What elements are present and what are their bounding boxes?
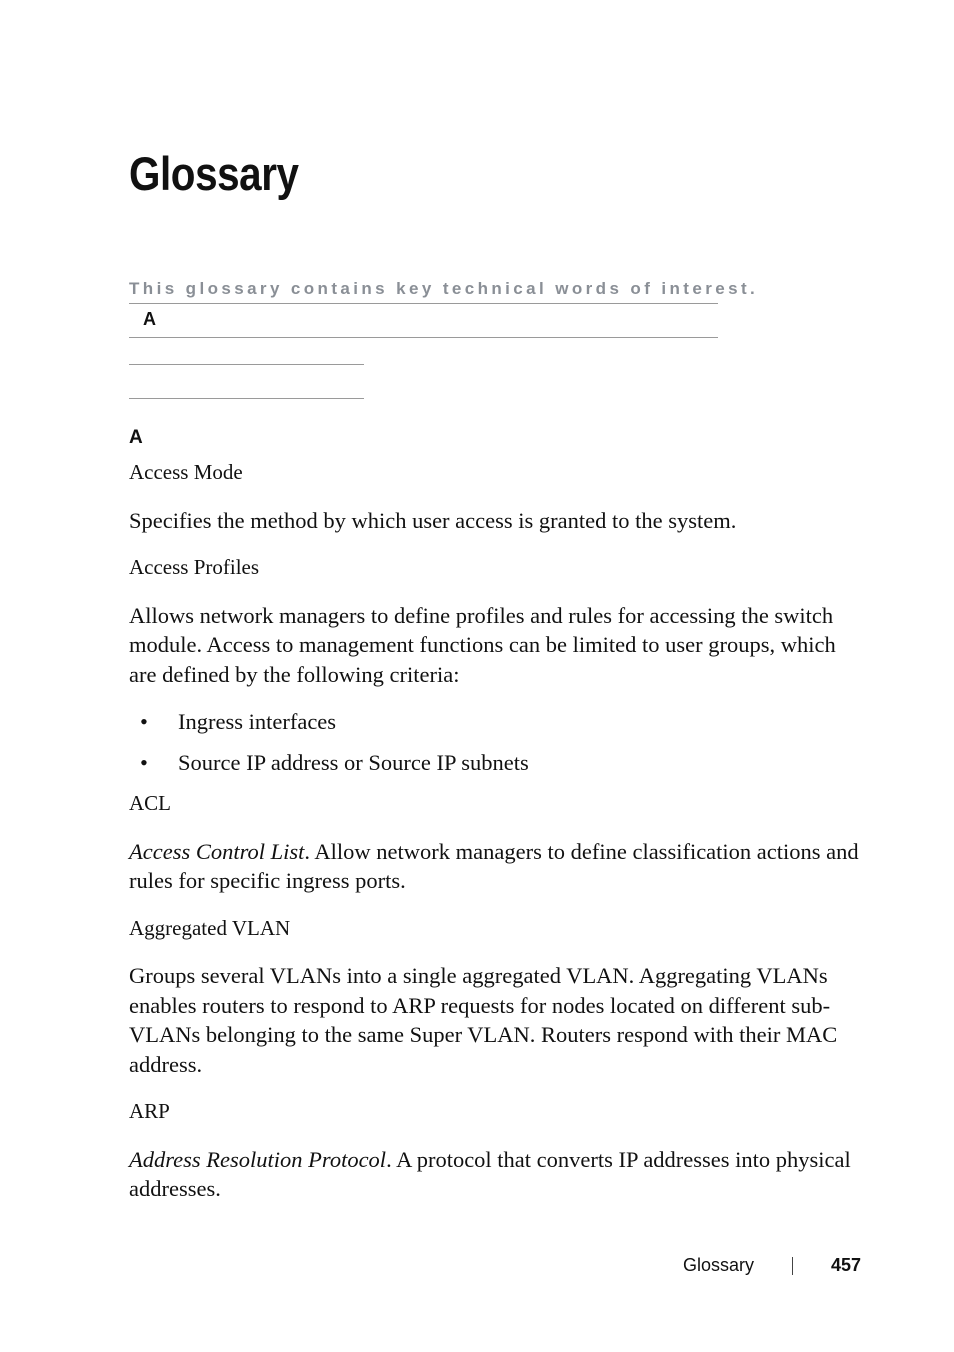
index-table-bottom-rule: [129, 337, 718, 338]
index-table-rule: [129, 364, 364, 365]
index-link-a[interactable]: A: [143, 309, 156, 329]
criteria-list: [129, 707, 864, 777]
definition-acl: [129, 837, 864, 896]
definition-access-profiles: Allows network managers to define profiles and rules for accessing the switch module. Access to management functions can be limited to user groups, which are defined by the following criteria:: [129, 602, 836, 687]
term-acl: ACL: [129, 791, 171, 815]
intro-text: This glossary contains key technical words of interest.: [129, 279, 759, 298]
list-item-text: Source IP address or Source IP subnets: [178, 749, 529, 775]
index-table-top-rule: [129, 303, 718, 304]
page-footer: [683, 1255, 861, 1276]
index-table-rule: [129, 398, 364, 399]
definition-arp-expansion: Address Resolution Protocol: [129, 1146, 387, 1172]
list-item: [129, 707, 864, 737]
page-number: 457: [830, 1255, 861, 1275]
page-title: Glossary: [129, 147, 299, 200]
footer-separator: [792, 1257, 793, 1275]
footer-section-name: Glossary: [682, 1255, 754, 1275]
term-aggregated-vlan: Aggregated VLAN: [129, 915, 291, 940]
bullet-icon: •: [140, 749, 148, 775]
term-access-mode: Access Mode: [129, 460, 243, 484]
term-arp: ARP: [129, 1099, 170, 1123]
definition-access-mode: Specifies the method by which user access is granted to the system.: [129, 507, 737, 533]
section-letter-a: A: [129, 427, 143, 448]
bullet-icon: •: [140, 709, 148, 734]
glossary-entries: [129, 458, 864, 1222]
list-item: [129, 748, 864, 778]
definition-acl-expansion: Access Control List: [129, 838, 305, 864]
definition-aggregated-vlan: Groups several VLANs into a single aggregated VLAN. Aggregating VLANs enables routers to respond to ARP requests for nodes located on different sub-VLANs belonging to the same Super VLAN. Routers respond with their MAC address.: [129, 963, 838, 1077]
definition-arp: [129, 1145, 864, 1204]
list-item-text: Ingress interfaces: [178, 709, 337, 734]
term-access-profiles: Access Profiles: [129, 555, 260, 579]
definition-acl-text: . Allow network managers to define classification actions and rules for specific ingress ports.: [129, 838, 859, 893]
definition-arp-text: . A protocol that converts IP addresses into physical addresses.: [129, 1146, 851, 1201]
